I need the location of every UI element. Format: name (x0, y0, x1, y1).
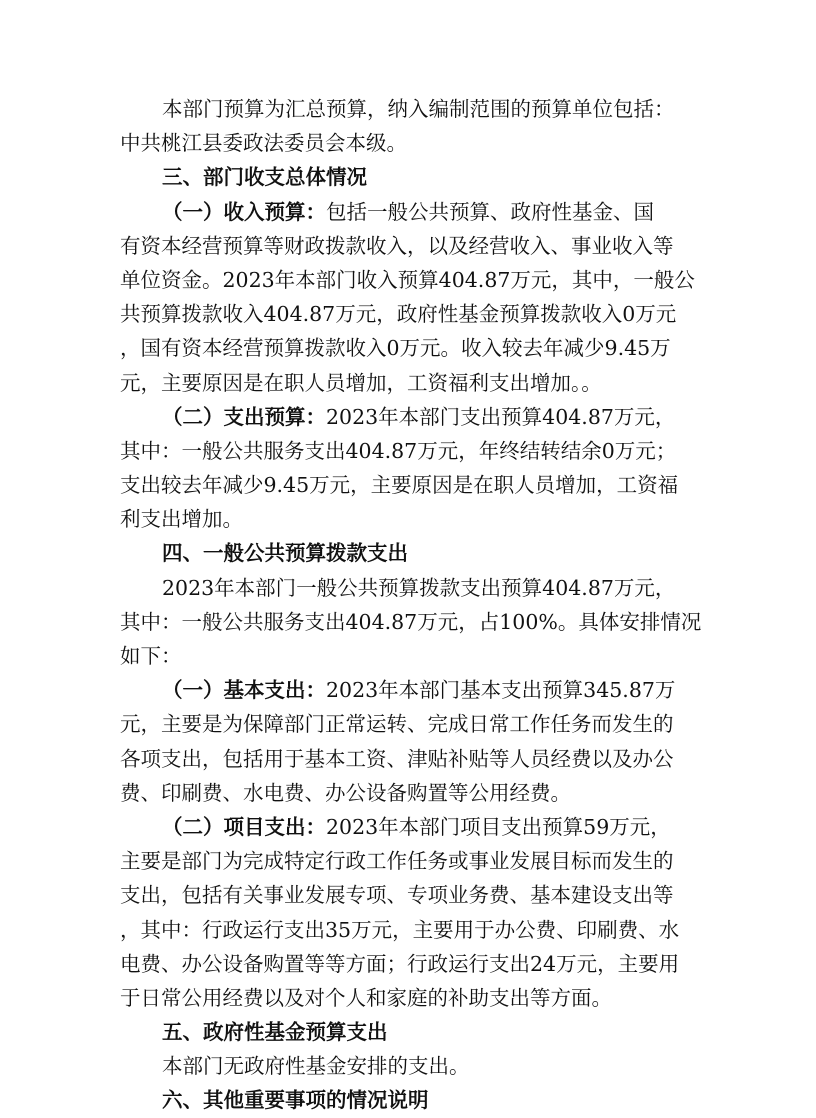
paragraph-line (120, 810, 700, 844)
paragraph-text: 包括一般公共预算、政府性基金、国 (326, 199, 654, 224)
paragraph-line: 单位资金。2023年本部门收入预算404.87万元，其中，一般公 (120, 267, 695, 292)
section-heading-6: 六、其他重要事项的情况说明 (162, 1088, 429, 1113)
section-heading-5: 五、政府性基金预算支出 (162, 1020, 388, 1045)
paragraph-line: 利支出增加。 (120, 507, 243, 532)
paragraph-line: ，其中：行政运行支出35万元，主要用于办公费、印刷费、水 (120, 917, 680, 942)
document-page (120, 92, 700, 1118)
paragraph-line: 如下： (120, 644, 182, 668)
paragraph-line: 其中：一般公共服务支出404.87万元，年终结转结余0万元； (120, 438, 677, 463)
paragraph-line: 费、印刷费、水电费、办公设备购置等公用经费。 (120, 780, 571, 805)
paragraph-line: 其中：一般公共服务支出404.87万元，占100%。具体安排情况 (120, 609, 702, 634)
section-heading-3: 三、部门收支总体情况 (162, 165, 367, 190)
paragraph-line: 于日常公用经费以及对个人和家庭的补助支出等方面。 (120, 985, 612, 1010)
subheading-project-expenditure: （二）项目支出： (162, 814, 326, 839)
paragraph-line: 电费、办公设备购置等等方面；行政运行支出24万元，主要用 (120, 951, 680, 976)
subheading-basic-expenditure: （一）基本支出： (162, 678, 326, 703)
paragraph-line: 共预算拨款收入404.87万元，政府性基金预算拨款收入0万元 (120, 302, 677, 327)
section-heading-4: 四、一般公共预算拨款支出 (162, 541, 408, 566)
paragraph-line: 主要是部门为完成特定行政工作任务或事业发展目标而发生的 (120, 849, 674, 874)
paragraph-line: 支出较去年减少9.45万元，主要原因是在职人员增加，工资福 (120, 473, 679, 498)
paragraph-line: 2023年本部门一般公共预算拨款支出预算404.87万元， (162, 575, 676, 600)
paragraph-line: 各项支出，包括用于基本工资、津贴补贴等人员经费以及办公 (120, 746, 674, 771)
paragraph-line: 元，主要是为保障部门正常运转、完成日常工作任务而发生的 (120, 712, 674, 737)
subheading-expense-budget: （二）支出预算： (162, 404, 326, 429)
paragraph-line: 本部门无政府性基金安排的支出。 (162, 1054, 470, 1079)
paragraph-line: ，国有资本经营预算拨款收入0万元。收入较去年减少9.45万 (120, 336, 671, 361)
paragraph-line: 支出，包括有关事业发展专项、专项业务费、基本建设支出等 (120, 883, 674, 908)
paragraph-text: 2023年本部门基本支出预算345.87万 (326, 678, 676, 703)
paragraph-line (120, 673, 700, 707)
subheading-income-budget: （一）收入预算： (162, 199, 326, 224)
paragraph-line (120, 195, 700, 229)
paragraph-line: 中共桃江县委政法委员会本级。 (120, 131, 407, 156)
paragraph-line: 元，主要原因是在职人员增加，工资福利支出增加。。 (120, 370, 602, 395)
paragraph-line: 有资本经营预算等财政拨款收入，以及经营收入、事业收入等 (120, 233, 674, 258)
paragraph-line: 本部门预算为汇总预算，纳入编制范围的预算单位包括： (162, 97, 675, 121)
paragraph-text: 2023年本部门项目支出预算59万元， (326, 814, 671, 839)
paragraph-line (120, 400, 700, 434)
paragraph-text: 2023年本部门支出预算404.87万元， (326, 404, 676, 429)
